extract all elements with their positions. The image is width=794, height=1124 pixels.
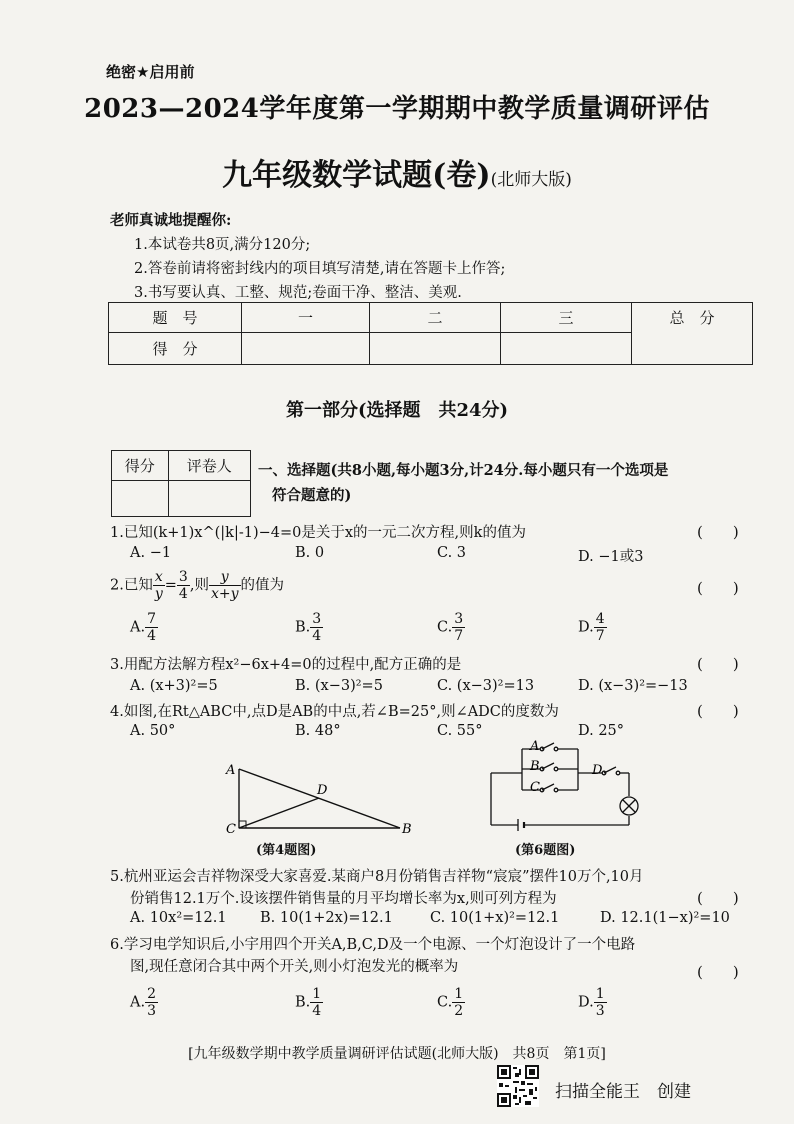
label-switch-a: A <box>530 740 540 754</box>
question-6-line: 6.学习电学知识后,小宇用四个开关A,B,C,D及一个电源、一个灯泡设计了一个电路 <box>110 937 636 953</box>
scanner-watermark: 扫描全能王 创建 <box>555 1082 691 1102</box>
switch-c-blade <box>542 784 554 790</box>
notice-heading: 老师真诚地提醒你: <box>110 212 232 229</box>
fraction: $\frac{1}{4}$ <box>312 986 322 1019</box>
fraction: $\frac{7}{4}$ <box>147 611 157 644</box>
question-5-line: 5.杭州亚运会吉祥物深受大家喜爱.某商户8月份销售吉祥物“宸宸”摆件10万个,10月 <box>110 869 644 885</box>
notice-item: 1.本试卷共8页,满分120分; <box>134 237 311 253</box>
section-instruction: 符合题意的) <box>272 487 352 504</box>
fraction: $\frac{x}{y}$ <box>154 569 163 602</box>
score-table-total: 总 分 <box>632 303 753 365</box>
fraction: $\frac{3}{7}$ <box>454 611 464 644</box>
answer-paren: ( ) <box>697 523 739 541</box>
label-a: A <box>226 763 236 778</box>
q2-text: 的值为 <box>240 577 284 594</box>
edition-label: (北师大版) <box>490 170 572 190</box>
q2-option-c <box>437 612 465 643</box>
q2-text: 2.已知 <box>110 577 153 594</box>
q5-option-d: D. 12.1(1−x)²=10 <box>600 910 730 926</box>
score-row-label: 得 分 <box>109 333 242 365</box>
q6-option-d <box>578 987 607 1018</box>
fraction: $\frac{3}{4}$ <box>312 611 322 644</box>
q2-option-d <box>578 612 607 643</box>
fraction: $\frac{1}{3}$ <box>595 986 605 1019</box>
option-label: D. <box>578 619 594 636</box>
q4-option-d: D. 25° <box>578 723 625 739</box>
option-label: B. <box>295 619 311 636</box>
option-label: B. <box>295 994 311 1011</box>
score-table-header: 一 <box>242 303 370 333</box>
q5-option-a: A. 10x²=12.1 <box>130 910 227 926</box>
q3-option-b: B. (x−3)²=5 <box>295 678 383 694</box>
question-1-stem: 1.已知(k+1)x^(|k|-1)−4=0是关于x的一元二次方程,则k的值为 <box>110 525 526 541</box>
exam-title: 2023—2024学年度第一学期期中教学质量调研评估 <box>84 94 710 124</box>
score-cell <box>501 333 632 365</box>
q3-option-c: C. (x−3)²=13 <box>437 678 535 694</box>
question-4-stem: 4.如图,在Rt△ABC中,点D是AB的中点,若∠B=25°,则∠ADC的度数为 <box>110 704 559 720</box>
score-cell <box>370 333 501 365</box>
section-instruction: 一、选择题(共8小题,每小题3分,计24分.每小题只有一个选项是 <box>258 462 669 479</box>
q2-option-b <box>295 612 323 643</box>
score-table-header: 二 <box>370 303 501 333</box>
figure-4-caption: (第4题图) <box>256 843 317 858</box>
q6-option-b <box>295 987 323 1018</box>
switch-a-node <box>554 747 558 751</box>
figure-6-caption: (第6题图) <box>515 843 576 858</box>
qr-code-icon <box>497 1065 539 1107</box>
figure-4-triangle <box>220 755 420 845</box>
answer-paren: ( ) <box>697 655 739 673</box>
score-table-header: 三 <box>501 303 632 333</box>
fraction: $\frac{2}{3}$ <box>147 986 157 1019</box>
grader-cell <box>168 481 250 517</box>
q1-option-c: C. 3 <box>437 545 467 561</box>
label-c: C <box>226 822 236 837</box>
q1-option-a: A. −1 <box>130 545 172 561</box>
option-label: A. <box>130 994 146 1011</box>
q2-option-a <box>130 612 158 643</box>
label-switch-d: D <box>592 763 603 778</box>
option-label: A. <box>130 619 146 636</box>
switch-d-blade <box>604 767 616 773</box>
q5-option-b: B. 10(1+2x)=12.1 <box>260 910 393 926</box>
label-switch-b: B <box>530 759 540 774</box>
grader-cell <box>112 481 169 517</box>
option-label: C. <box>437 994 453 1011</box>
question-6-line: 图,现任意闭合其中两个开关,则小灯泡发光的概率为 <box>130 959 459 975</box>
score-cell <box>242 333 370 365</box>
fraction: $\frac{1}{2}$ <box>454 986 464 1019</box>
q4-option-a: A. 50° <box>130 723 176 739</box>
score-table <box>108 302 753 365</box>
switch-d-node <box>616 771 620 775</box>
notice-item: 3.书写要认真、工整、规范;卷面干净、整洁、美观. <box>134 285 462 301</box>
q1-option-b: B. 0 <box>295 545 325 561</box>
q4-option-c: C. 55° <box>437 723 483 739</box>
switch-b-blade <box>542 763 554 769</box>
section-title: 第一部分(选择题 共24分) <box>285 400 509 421</box>
secret-label: 绝密★启用前 <box>106 63 195 81</box>
q3-option-a: A. (x+3)²=5 <box>130 678 218 694</box>
q2-text: ,则 <box>189 577 209 594</box>
label-b: B <box>402 822 412 837</box>
q5-option-c: C. 10(1+x)²=12.1 <box>430 910 560 926</box>
q1-option-d: D. −1或3 <box>578 549 644 565</box>
question-5-line: 份销售12.1万个.设该摆件销售量的月平均增长率为x,则可列方程为 <box>130 891 557 907</box>
switch-a-blade <box>542 743 554 749</box>
grader-header: 评卷人 <box>168 451 250 481</box>
q6-option-c <box>437 987 465 1018</box>
q3-option-d: D. (x−3)²=−13 <box>578 678 688 694</box>
answer-paren: ( ) <box>697 963 739 981</box>
fraction: $\frac{4}{7}$ <box>595 611 605 644</box>
option-label: C. <box>437 619 453 636</box>
label-d: D <box>317 783 328 798</box>
figure-6-circuit <box>482 740 652 835</box>
switch-b-node <box>554 767 558 771</box>
q2-text: = <box>164 577 177 594</box>
question-3-stem: 3.用配方法解方程x²−6x+4=0的过程中,配方正确的是 <box>110 657 462 673</box>
fraction: $\frac{3}{4}$ <box>178 569 188 602</box>
switch-c-node <box>554 788 558 792</box>
median-cd <box>239 798 319 828</box>
grader-table <box>111 450 251 517</box>
question-2-stem <box>110 570 284 601</box>
grader-header: 得分 <box>112 451 169 481</box>
page-footer: [九年级数学期中教学质量调研评估试题(北师大版) 共8页 第1页] <box>188 1046 606 1062</box>
score-table-header: 题 号 <box>109 303 242 333</box>
option-label: D. <box>578 994 594 1011</box>
fraction: $\frac{y}{x+y}$ <box>210 569 239 602</box>
q6-option-a <box>130 987 158 1018</box>
answer-paren: ( ) <box>697 702 739 720</box>
exam-subtitle <box>0 150 794 194</box>
q4-option-b: B. 48° <box>295 723 341 739</box>
answer-paren: ( ) <box>697 579 739 597</box>
answer-paren: ( ) <box>697 889 739 907</box>
notice-item: 2.答卷前请将密封线内的项目填写清楚,请在答题卡上作答; <box>134 261 506 277</box>
label-switch-c: C <box>530 780 540 795</box>
subtitle-main: 九年级数学试题(卷) <box>222 158 491 193</box>
